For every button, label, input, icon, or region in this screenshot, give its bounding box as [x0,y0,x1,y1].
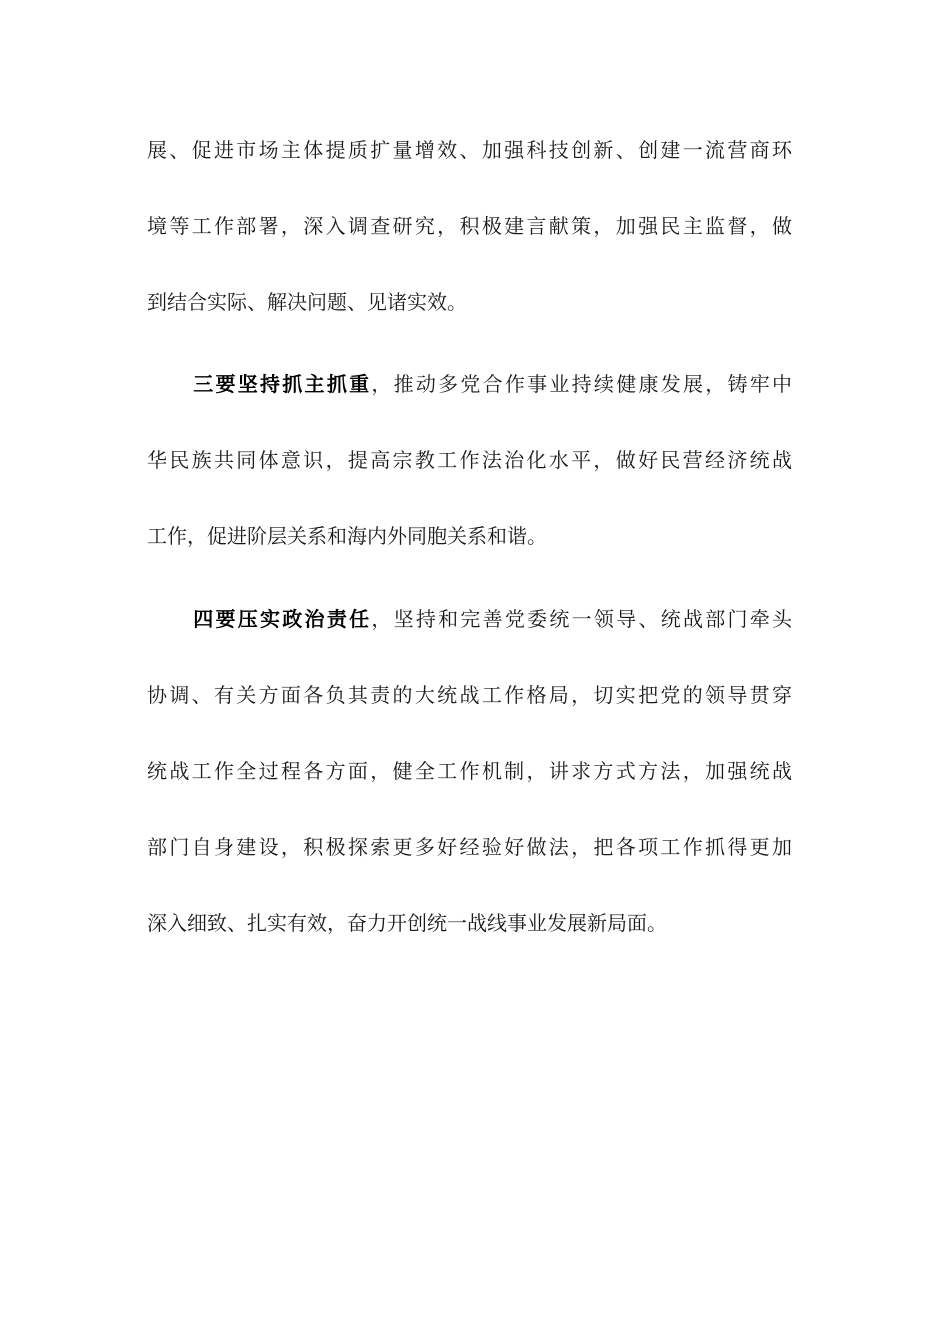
paragraph-lead-heading: 三要坚持抓主抓重 [191,372,372,396]
text-line: 深入细致、扎实有效，奋力开创统一战线事业发展新局面。 [147,911,667,935]
paragraph-first-line-text: ，推动多党合作事业持续健康发展，铸牢中 [371,372,793,396]
paragraph-lead-heading: 四要压实政治责任 [191,607,372,631]
text-line: 部门自身建设，积极探索更多好经验好做法，把各项工作抓得更加 [147,835,792,859]
text-line: 展、促进市场主体提质扩量增效、加强科技创新、创建一流营商环 [147,138,792,162]
text-line-first [147,346,792,422]
paragraph-point-four [147,581,792,961]
text-line-first [147,581,792,657]
paragraph-continuation [147,112,792,340]
text-line: 工作，促进阶层关系和海内外同胞关系和谐。 [147,524,547,548]
text-line: 境等工作部署，深入调查研究，积极建言献策，加强民主监督，做 [147,214,792,238]
paragraph-first-line-text: ，坚持和完善党委统一领导、统战部门牵头 [371,607,793,631]
text-line: 到结合实际、解决问题、见诸实效。 [147,290,467,314]
text-line: 协调、有关方面各负其责的大统战工作格局，切实把党的领导贯穿 [147,683,792,707]
paragraph-point-three [147,346,792,574]
text-line: 华民族共同体意识，提高宗教工作法治化水平，做好民营经济统战 [147,448,792,472]
text-line: 统战工作全过程各方面，健全工作机制，讲求方式方法，加强统战 [147,759,792,783]
